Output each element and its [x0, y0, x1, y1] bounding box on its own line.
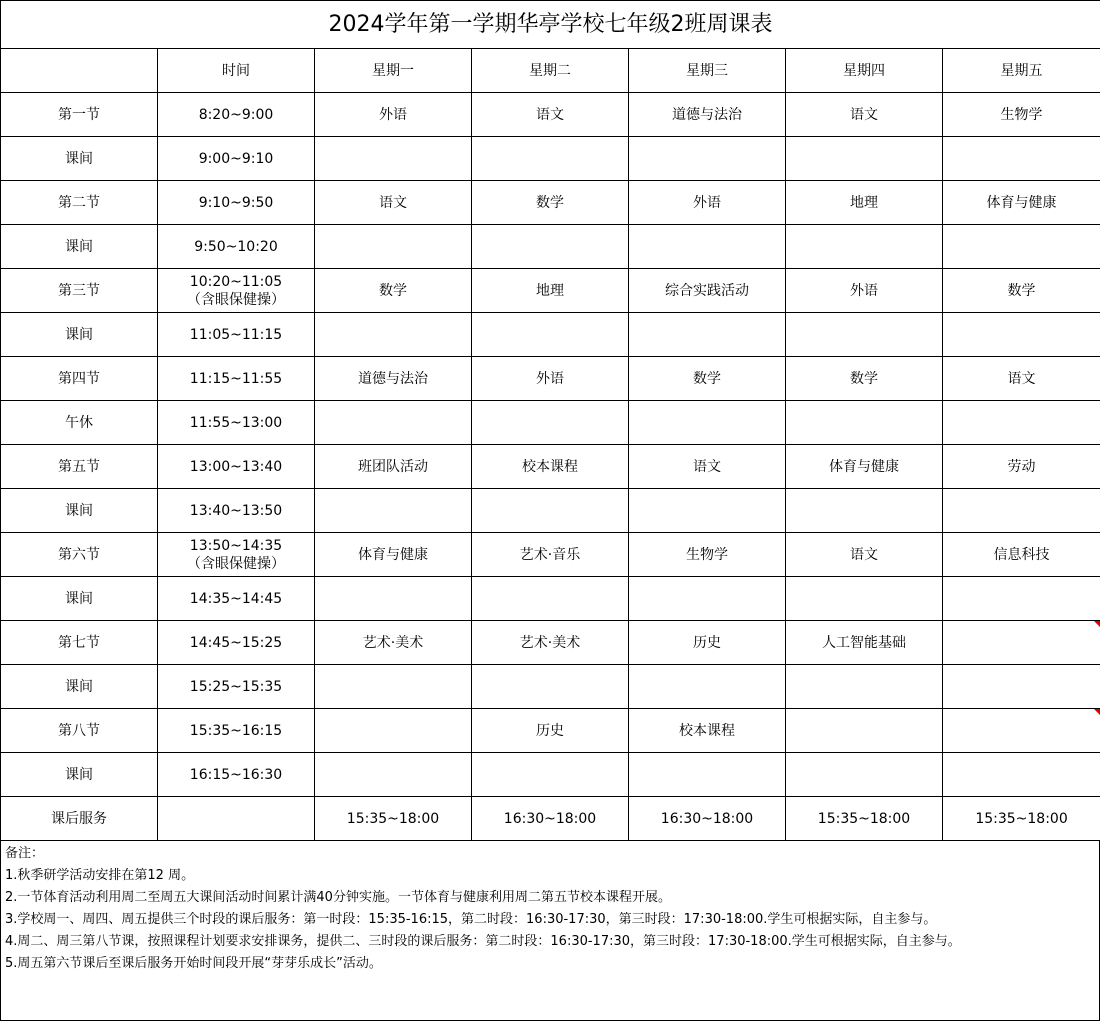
period-cell: 第六节	[1, 533, 158, 577]
subject-cell: 地理	[472, 269, 629, 313]
time-range: 13:50~14:35	[189, 537, 283, 554]
comment-marker-icon[interactable]	[1094, 709, 1100, 715]
time-range: 15:35~16:15	[189, 722, 283, 739]
notes-section	[0, 841, 1100, 1021]
header-cell-tuesday: 星期二	[472, 49, 629, 93]
time-range: 11:05~11:15	[189, 326, 283, 343]
subject-cell: 道德与法治	[315, 357, 472, 401]
subject-cell	[786, 401, 943, 445]
subject-cell: 数学	[786, 357, 943, 401]
subject-cell: 语文	[315, 181, 472, 225]
period-cell: 第二节	[1, 181, 158, 225]
subject-cell	[315, 709, 472, 753]
schedule-row	[1, 401, 1100, 445]
note-item: 1.秋季研学活动安排在第12 周。	[5, 868, 195, 883]
subject-cell	[943, 753, 1100, 797]
time-range: 9:10~9:50	[198, 194, 274, 211]
schedule-row	[1, 445, 1100, 489]
subject-cell: 数学	[315, 269, 472, 313]
subject-cell: 15:35~18:00	[943, 797, 1100, 841]
time-cell	[158, 489, 315, 533]
period-cell: 课间	[1, 577, 158, 621]
time-range: 14:35~14:45	[189, 590, 283, 607]
note-item: 5.周五第六节课后至课后服务开始时间段开展“芽芽乐成长”活动。	[5, 956, 382, 971]
subject-cell	[629, 225, 786, 269]
period-cell: 课后服务	[1, 797, 158, 841]
subject-cell: 外语	[472, 357, 629, 401]
subject-cell	[786, 709, 943, 753]
period-cell: 第八节	[1, 709, 158, 753]
subject-cell	[943, 577, 1100, 621]
header-row	[1, 49, 1100, 93]
subject-cell	[786, 665, 943, 709]
time-range: 13:00~13:40	[189, 458, 283, 475]
period-cell: 课间	[1, 753, 158, 797]
subject-cell	[472, 401, 629, 445]
time-cell	[158, 665, 315, 709]
subject-cell: 历史	[629, 621, 786, 665]
time-note: （含眼保健操）	[187, 555, 285, 572]
subject-cell: 地理	[786, 181, 943, 225]
subject-cell	[943, 621, 1100, 665]
subject-cell: 数学	[629, 357, 786, 401]
subject-cell: 体育与健康	[943, 181, 1100, 225]
subject-cell	[943, 225, 1100, 269]
time-range: 16:15~16:30	[189, 766, 283, 783]
subject-cell: 劳动	[943, 445, 1100, 489]
header-cell-wednesday: 星期三	[629, 49, 786, 93]
subject-cell: 艺术·美术	[315, 621, 472, 665]
notes-label: 备注：	[5, 846, 45, 861]
subject-cell	[472, 753, 629, 797]
subject-cell: 外语	[629, 181, 786, 225]
subject-cell	[943, 665, 1100, 709]
time-range: 9:00~9:10	[198, 150, 274, 167]
subject-cell	[315, 489, 472, 533]
header-cell-thursday: 星期四	[786, 49, 943, 93]
subject-cell	[315, 313, 472, 357]
schedule-row	[1, 533, 1100, 577]
time-cell	[158, 401, 315, 445]
subject-cell	[472, 665, 629, 709]
schedule-row	[1, 621, 1100, 665]
subject-cell	[315, 577, 472, 621]
subject-cell: 语文	[786, 533, 943, 577]
subject-cell	[629, 313, 786, 357]
schedule-row	[1, 225, 1100, 269]
subject-cell	[472, 577, 629, 621]
schedule-row	[1, 137, 1100, 181]
time-range: 14:45~15:25	[189, 634, 283, 651]
time-cell	[158, 709, 315, 753]
schedule-row	[1, 93, 1100, 137]
subject-cell: 外语	[786, 269, 943, 313]
subject-cell	[629, 753, 786, 797]
period-cell: 第一节	[1, 93, 158, 137]
time-cell	[158, 137, 315, 181]
subject-cell: 数学	[472, 181, 629, 225]
time-cell	[158, 797, 315, 841]
subject-cell: 数学	[943, 269, 1100, 313]
subject-cell	[629, 577, 786, 621]
subject-cell	[629, 401, 786, 445]
schedule-row	[1, 577, 1100, 621]
subject-cell	[943, 313, 1100, 357]
time-range: 11:55~13:00	[189, 414, 283, 431]
note-item: 2.一节体育活动利用周二至周五大课间活动时间累计满40分钟实施。一节体育与健康利用周二第五节校本课程开展。	[5, 890, 671, 905]
page-title: 2024学年第一学期华亭学校七年级2班周课表	[1, 1, 1100, 49]
time-note: （含眼保健操）	[187, 291, 285, 308]
subject-cell: 艺术·音乐	[472, 533, 629, 577]
subject-cell	[315, 401, 472, 445]
schedule-row	[1, 709, 1100, 753]
period-cell: 课间	[1, 137, 158, 181]
time-cell	[158, 181, 315, 225]
schedule-row	[1, 269, 1100, 313]
subject-cell	[786, 225, 943, 269]
subject-cell: 艺术·美术	[472, 621, 629, 665]
subject-cell: 语文	[472, 93, 629, 137]
header-cell-monday: 星期一	[315, 49, 472, 93]
period-cell: 课间	[1, 665, 158, 709]
subject-cell: 语文	[943, 357, 1100, 401]
period-cell: 课间	[1, 225, 158, 269]
period-cell: 第七节	[1, 621, 158, 665]
subject-cell: 历史	[472, 709, 629, 753]
header-cell-corner	[1, 49, 158, 93]
subject-cell: 15:35~18:00	[315, 797, 472, 841]
time-cell	[158, 225, 315, 269]
period-cell: 课间	[1, 313, 158, 357]
time-cell	[158, 269, 315, 313]
subject-cell	[315, 665, 472, 709]
subject-cell	[472, 225, 629, 269]
subject-cell: 语文	[629, 445, 786, 489]
subject-cell: 16:30~18:00	[472, 797, 629, 841]
subject-cell: 16:30~18:00	[629, 797, 786, 841]
subject-cell	[472, 313, 629, 357]
time-cell	[158, 357, 315, 401]
time-cell	[158, 577, 315, 621]
period-cell: 第三节	[1, 269, 158, 313]
subject-cell: 校本课程	[629, 709, 786, 753]
note-item: 3.学校周一、周四、周五提供三个时段的课后服务：第一时段：15:35-16:15，第二时段：16:30-17:30，第三时段：17:30-18:00.学生可根据实际，自主参与。	[5, 912, 937, 927]
header-cell-time: 时间	[158, 49, 315, 93]
subject-cell: 外语	[315, 93, 472, 137]
subject-cell	[629, 489, 786, 533]
time-range: 15:25~15:35	[189, 678, 283, 695]
subject-cell	[315, 225, 472, 269]
subject-cell: 人工智能基础	[786, 621, 943, 665]
subject-cell: 生物学	[629, 533, 786, 577]
subject-cell	[943, 137, 1100, 181]
time-range: 8:20~9:00	[198, 106, 274, 123]
subject-cell: 道德与法治	[629, 93, 786, 137]
subject-cell	[629, 137, 786, 181]
subject-cell: 信息科技	[943, 533, 1100, 577]
period-cell: 第五节	[1, 445, 158, 489]
time-cell	[158, 93, 315, 137]
time-cell	[158, 621, 315, 665]
time-cell	[158, 753, 315, 797]
schedule-row	[1, 665, 1100, 709]
schedule-row	[1, 313, 1100, 357]
note-item: 4.周二、周三第八节课，按照课程计划要求安排课务，提供二、三时段的课后服务：第二时段：16:30-17:30，第三时段：17:30-18:00.学生可根据实际，自主参与。	[5, 934, 961, 949]
time-cell	[158, 533, 315, 577]
subject-cell	[315, 137, 472, 181]
schedule-row	[1, 753, 1100, 797]
subject-cell: 15:35~18:00	[786, 797, 943, 841]
subject-cell	[472, 137, 629, 181]
subject-cell	[472, 489, 629, 533]
time-range: 10:20~11:05	[189, 273, 283, 290]
subject-cell	[786, 753, 943, 797]
subject-cell: 语文	[786, 93, 943, 137]
subject-cell: 生物学	[943, 93, 1100, 137]
subject-cell	[943, 489, 1100, 533]
subject-cell	[629, 665, 786, 709]
subject-cell: 校本课程	[472, 445, 629, 489]
period-cell: 午休	[1, 401, 158, 445]
subject-cell: 班团队活动	[315, 445, 472, 489]
time-range: 9:50~10:20	[194, 238, 278, 255]
time-cell	[158, 445, 315, 489]
subject-cell	[943, 401, 1100, 445]
subject-cell: 体育与健康	[786, 445, 943, 489]
time-cell	[158, 313, 315, 357]
period-cell: 课间	[1, 489, 158, 533]
subject-cell	[943, 709, 1100, 753]
time-range: 13:40~13:50	[189, 502, 283, 519]
subject-cell: 综合实践活动	[629, 269, 786, 313]
subject-cell: 体育与健康	[315, 533, 472, 577]
time-range: 11:15~11:55	[189, 370, 283, 387]
subject-cell	[786, 489, 943, 533]
subject-cell	[786, 313, 943, 357]
subject-cell	[315, 753, 472, 797]
schedule-row	[1, 181, 1100, 225]
header-cell-friday: 星期五	[943, 49, 1100, 93]
comment-marker-icon[interactable]	[1094, 621, 1100, 627]
schedule-row	[1, 797, 1100, 841]
period-cell: 第四节	[1, 357, 158, 401]
subject-cell	[786, 137, 943, 181]
subject-cell	[786, 577, 943, 621]
schedule-row	[1, 489, 1100, 533]
schedule-row	[1, 357, 1100, 401]
